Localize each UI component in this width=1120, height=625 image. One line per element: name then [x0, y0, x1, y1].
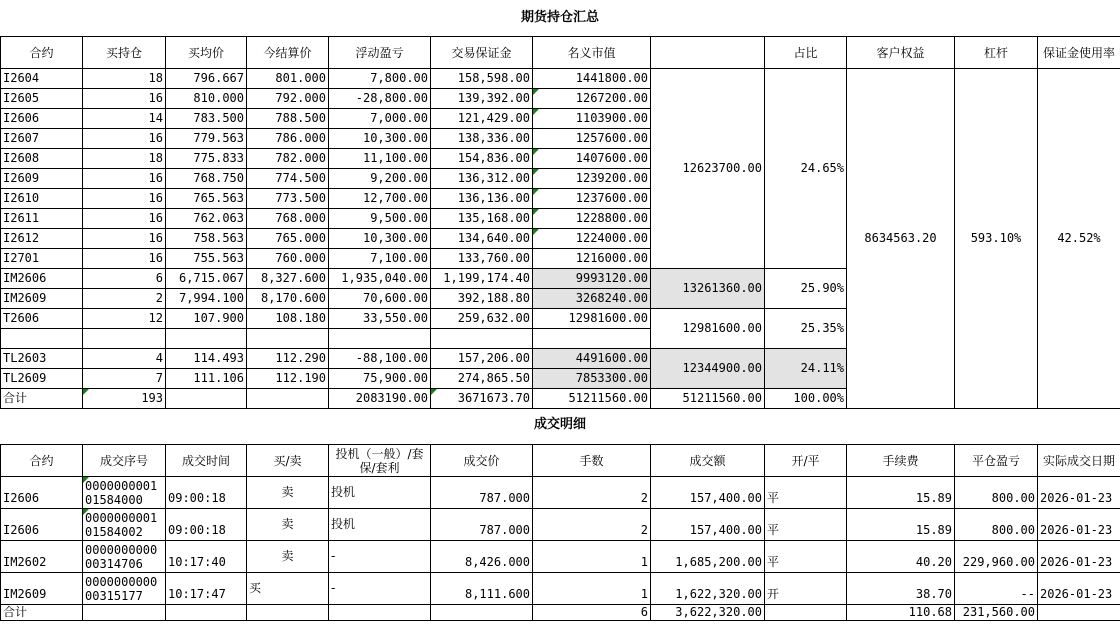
cell-side: 卖 [247, 477, 329, 509]
cell-avg-price [166, 329, 247, 349]
cell-avg-price: 768.750 [166, 169, 247, 189]
cell-notional: 1407600.00 [533, 149, 651, 169]
cell-settle-price [247, 329, 329, 349]
cell-fee: 40.20 [847, 541, 955, 573]
cell-lots: 1 [533, 541, 651, 573]
cell-hedge-flag: 投机 [329, 477, 431, 509]
cell-buy-qty: 18 [83, 69, 166, 89]
cell-amount: 1,685,200.00 [651, 541, 765, 573]
header-notional: 名义市值 [533, 37, 651, 69]
cell-amount: 157,400.00 [651, 509, 765, 541]
total-empty [1038, 605, 1120, 621]
cell-margin: 154,836.00 [431, 149, 533, 169]
cell-margin: 259,632.00 [431, 309, 533, 329]
header-margin: 交易保证金 [431, 37, 533, 69]
cell-trade-date: 2026-01-23 [1038, 573, 1120, 605]
trade-row [1, 573, 1120, 605]
cell-contract: I2612 [1, 229, 83, 249]
cell-contract: I2605 [1, 89, 83, 109]
cell-buy-qty: 16 [83, 89, 166, 109]
cell-open-close: 平 [765, 509, 847, 541]
cell-buy-qty: 16 [83, 209, 166, 229]
cell-float-pnl [329, 329, 431, 349]
cell-avg-price: 779.563 [166, 129, 247, 149]
cell-notional: 1103900.00 [533, 109, 651, 129]
cell-avg-price: 107.900 [166, 309, 247, 329]
header-buy-qty: 买持仓 [83, 37, 166, 69]
header-contract: 合约 [1, 445, 83, 477]
cell-float-pnl: 33,550.00 [329, 309, 431, 329]
cell-margin: 134,640.00 [431, 229, 533, 249]
total-empty [329, 605, 431, 621]
cell-settle-price: 782.000 [247, 149, 329, 169]
cell-buy-qty: 16 [83, 129, 166, 149]
total-lots: 6 [533, 605, 651, 621]
cell-avg-price: 7,994.100 [166, 289, 247, 309]
header-leverage: 杠杆 [955, 37, 1038, 69]
cell-close-pnl: 800.00 [955, 477, 1038, 509]
cell-settle-price: 773.500 [247, 189, 329, 209]
position-row [1, 69, 1120, 89]
header-margin-usage: 保证金使用率 [1038, 37, 1120, 69]
leverage: 593.10% [955, 69, 1038, 409]
cell-notional: 1257600.00 [533, 129, 651, 149]
cell-settle-price: 760.000 [247, 249, 329, 269]
header-trade-date: 实际成交日期 [1038, 445, 1120, 477]
cell-trade-date: 2026-01-23 [1038, 509, 1120, 541]
cell-settle-price: 788.500 [247, 109, 329, 129]
total-float-pnl: 2083190.00 [329, 389, 431, 409]
cell-avg-price: 765.563 [166, 189, 247, 209]
total-subtotal: 51211560.00 [651, 389, 765, 409]
trades-header-row [1, 445, 1120, 477]
cell-amount: 157,400.00 [651, 477, 765, 509]
group-subtotal: 12344900.00 [651, 349, 765, 389]
header-avg-price: 买均价 [166, 37, 247, 69]
cell-float-pnl: 70,600.00 [329, 289, 431, 309]
cell-notional [533, 329, 651, 349]
cell-contract: I2606 [1, 509, 83, 541]
cell-side: 卖 [247, 509, 329, 541]
cell-close-pnl: -- [955, 573, 1038, 605]
cell-notional: 4491600.00 [533, 349, 651, 369]
cell-open-close: 平 [765, 477, 847, 509]
cell-avg-price: 783.500 [166, 109, 247, 129]
cell-contract: I2701 [1, 249, 83, 269]
cell-margin: 1,199,174.40 [431, 269, 533, 289]
cell-buy-qty: 16 [83, 229, 166, 249]
cell-trade-date: 2026-01-23 [1038, 477, 1120, 509]
total-ratio: 100.00% [765, 389, 847, 409]
cell-settle-price: 774.500 [247, 169, 329, 189]
total-label: 合计 [1, 605, 83, 621]
cell-trade-price: 787.000 [431, 477, 533, 509]
trades-title: 成交明细 [533, 417, 586, 432]
cell-buy-qty: 16 [83, 249, 166, 269]
cell-contract: I2611 [1, 209, 83, 229]
cell-fee: 15.89 [847, 509, 955, 541]
cell-buy-qty: 6 [83, 269, 166, 289]
group-subtotal: 12981600.00 [651, 309, 765, 349]
header-trade-price: 成交价 [431, 445, 533, 477]
cell-fee: 15.89 [847, 477, 955, 509]
trades-table [0, 444, 1120, 621]
cell-margin: 392,188.80 [431, 289, 533, 309]
cell-notional: 12981600.00 [533, 309, 651, 329]
cell-avg-price: 114.493 [166, 349, 247, 369]
cell-amount: 1,622,320.00 [651, 573, 765, 605]
cell-trade-time: 09:00:18 [166, 477, 247, 509]
cell-lots: 2 [533, 477, 651, 509]
cell-buy-qty [83, 329, 166, 349]
cell-float-pnl: 1,935,040.00 [329, 269, 431, 289]
cell-trade-id: 000000000000314706 [83, 541, 166, 573]
cell-avg-price: 775.833 [166, 149, 247, 169]
group-ratio: 25.90% [765, 269, 847, 309]
cell-avg-price: 762.063 [166, 209, 247, 229]
cell-buy-qty: 2 [83, 289, 166, 309]
cell-settle-price: 108.180 [247, 309, 329, 329]
cell-notional: 1237600.00 [533, 189, 651, 209]
cell-float-pnl: 12,700.00 [329, 189, 431, 209]
header-equity: 客户权益 [847, 37, 955, 69]
cell-buy-qty: 12 [83, 309, 166, 329]
cell-notional: 7853300.00 [533, 369, 651, 389]
group-ratio: 25.35% [765, 309, 847, 349]
header-lots: 手数 [533, 445, 651, 477]
cell-side: 买 [247, 573, 329, 605]
cell-trade-id: 000000000101584002 [83, 509, 166, 541]
cell-settle-price: 8,327.600 [247, 269, 329, 289]
cell-buy-qty: 16 [83, 189, 166, 209]
cell-settle-price: 8,170.600 [247, 289, 329, 309]
cell-lots: 2 [533, 509, 651, 541]
group-ratio: 24.11% [765, 349, 847, 389]
cell-avg-price: 6,715.067 [166, 269, 247, 289]
cell-buy-qty: 7 [83, 369, 166, 389]
header-float-pnl: 浮动盈亏 [329, 37, 431, 69]
cell-contract: I2606 [1, 477, 83, 509]
cell-margin: 274,865.50 [431, 369, 533, 389]
header-hedge-flag: 投机（一般）/套保/套利 [329, 445, 431, 477]
total-empty [83, 605, 166, 621]
cell-contract: I2608 [1, 149, 83, 169]
cell-margin: 158,598.00 [431, 69, 533, 89]
cell-float-pnl: 10,300.00 [329, 129, 431, 149]
cell-contract: TL2603 [1, 349, 83, 369]
cell-contract: TL2609 [1, 369, 83, 389]
header-contract: 合约 [1, 37, 83, 69]
cell-notional: 1267200.00 [533, 89, 651, 109]
positions-table [0, 36, 1120, 409]
summary-title: 期货持仓汇总 [520, 10, 599, 25]
total-notional: 51211560.00 [533, 389, 651, 409]
cell-notional: 1228800.00 [533, 209, 651, 229]
header-amount: 成交额 [651, 445, 765, 477]
cell-notional: 1441800.00 [533, 69, 651, 89]
cell-trade-id: 000000000101584000 [83, 477, 166, 509]
cell-margin [431, 329, 533, 349]
header-fee: 手续费 [847, 445, 955, 477]
header-trade-time: 成交时间 [166, 445, 247, 477]
cell-hedge-flag: - [329, 573, 431, 605]
total-empty [247, 605, 329, 621]
cell-contract: T2606 [1, 309, 83, 329]
header-close-pnl: 平仓盈亏 [955, 445, 1038, 477]
cell-margin: 133,760.00 [431, 249, 533, 269]
group-ratio: 24.65% [765, 69, 847, 269]
trade-row [1, 509, 1120, 541]
cell-contract [1, 329, 83, 349]
cell-float-pnl: 7,100.00 [329, 249, 431, 269]
cell-trade-price: 8,111.600 [431, 573, 533, 605]
cell-open-close: 平 [765, 541, 847, 573]
cell-contract: I2607 [1, 129, 83, 149]
cell-float-pnl: 9,500.00 [329, 209, 431, 229]
cell-lots: 1 [533, 573, 651, 605]
cell-contract: IM2609 [1, 573, 83, 605]
cell-trade-id: 000000000000315177 [83, 573, 166, 605]
total-margin: 3671673.70 [431, 389, 533, 409]
cell-open-close: 开 [765, 573, 847, 605]
cell-float-pnl: 9,200.00 [329, 169, 431, 189]
total-fee: 110.68 [847, 605, 955, 621]
cell-avg-price: 758.563 [166, 229, 247, 249]
cell-float-pnl: 10,300.00 [329, 229, 431, 249]
cell-buy-qty: 18 [83, 149, 166, 169]
cell-contract: IM2602 [1, 541, 83, 573]
cell-float-pnl: 7,000.00 [329, 109, 431, 129]
cell-notional: 9993120.00 [533, 269, 651, 289]
cell-buy-qty: 14 [83, 109, 166, 129]
client-equity: 8634563.20 [847, 69, 955, 409]
margin-usage: 42.52% [1038, 69, 1120, 409]
positions-header-row [1, 37, 1120, 69]
group-subtotal: 13261360.00 [651, 269, 765, 309]
cell-settle-price: 112.290 [247, 349, 329, 369]
cell-float-pnl: -28,800.00 [329, 89, 431, 109]
cell-float-pnl: 7,800.00 [329, 69, 431, 89]
cell-notional: 1216000.00 [533, 249, 651, 269]
cell-fee: 38.70 [847, 573, 955, 605]
group-subtotal: 12623700.00 [651, 69, 765, 269]
cell-avg-price: 796.667 [166, 69, 247, 89]
header-ratio: 占比 [765, 37, 847, 69]
total-buy-qty: 193 [83, 389, 166, 409]
cell-close-pnl: 800.00 [955, 509, 1038, 541]
cell-notional: 3268240.00 [533, 289, 651, 309]
cell-float-pnl: 11,100.00 [329, 149, 431, 169]
cell-hedge-flag: - [329, 541, 431, 573]
cell-margin: 139,392.00 [431, 89, 533, 109]
cell-buy-qty: 4 [83, 349, 166, 369]
cell-avg-price: 810.000 [166, 89, 247, 109]
cell-contract: I2609 [1, 169, 83, 189]
cell-side: 卖 [247, 541, 329, 573]
cell-trade-date: 2026-01-23 [1038, 541, 1120, 573]
total-empty [431, 605, 533, 621]
cell-float-pnl: -88,100.00 [329, 349, 431, 369]
cell-settle-price: 768.000 [247, 209, 329, 229]
total-amount: 3,622,320.00 [651, 605, 765, 621]
cell-contract: IM2609 [1, 289, 83, 309]
cell-contract: IM2606 [1, 269, 83, 289]
cell-margin: 136,136.00 [431, 189, 533, 209]
cell-settle-price: 792.000 [247, 89, 329, 109]
total-close-pnl: 231,560.00 [955, 605, 1038, 621]
header-settle-price: 今结算价 [247, 37, 329, 69]
trade-row [1, 541, 1120, 573]
cell-settle-price: 786.000 [247, 129, 329, 149]
cell-buy-qty: 16 [83, 169, 166, 189]
header-trade-id: 成交序号 [83, 445, 166, 477]
total-label: 合计 [1, 389, 83, 409]
cell-float-pnl: 75,900.00 [329, 369, 431, 389]
cell-margin: 121,429.00 [431, 109, 533, 129]
cell-notional: 1239200.00 [533, 169, 651, 189]
total-empty [765, 605, 847, 621]
cell-contract: I2604 [1, 69, 83, 89]
header-side: 买/卖 [247, 445, 329, 477]
cell-avg-price: 755.563 [166, 249, 247, 269]
cell-margin: 157,206.00 [431, 349, 533, 369]
cell-trade-time: 10:17:47 [166, 573, 247, 605]
trades-total-row [1, 605, 1120, 621]
trade-row [1, 477, 1120, 509]
cell-notional: 1224000.00 [533, 229, 651, 249]
cell-settle-price: 765.000 [247, 229, 329, 249]
cell-contract: I2606 [1, 109, 83, 129]
cell-hedge-flag: 投机 [329, 509, 431, 541]
cell-margin: 136,312.00 [431, 169, 533, 189]
cell-margin: 138,336.00 [431, 129, 533, 149]
cell-margin: 135,168.00 [431, 209, 533, 229]
cell-settle-price: 801.000 [247, 69, 329, 89]
cell-close-pnl: 229,960.00 [955, 541, 1038, 573]
header-open-close: 开/平 [765, 445, 847, 477]
cell-avg-price: 111.106 [166, 369, 247, 389]
cell-trade-time: 10:17:40 [166, 541, 247, 573]
cell-contract: I2610 [1, 189, 83, 209]
cell-trade-price: 787.000 [431, 509, 533, 541]
cell-trade-price: 8,426.000 [431, 541, 533, 573]
total-empty [166, 605, 247, 621]
cell-settle-price: 112.190 [247, 369, 329, 389]
cell-trade-time: 09:00:18 [166, 509, 247, 541]
header-blank [651, 37, 765, 69]
